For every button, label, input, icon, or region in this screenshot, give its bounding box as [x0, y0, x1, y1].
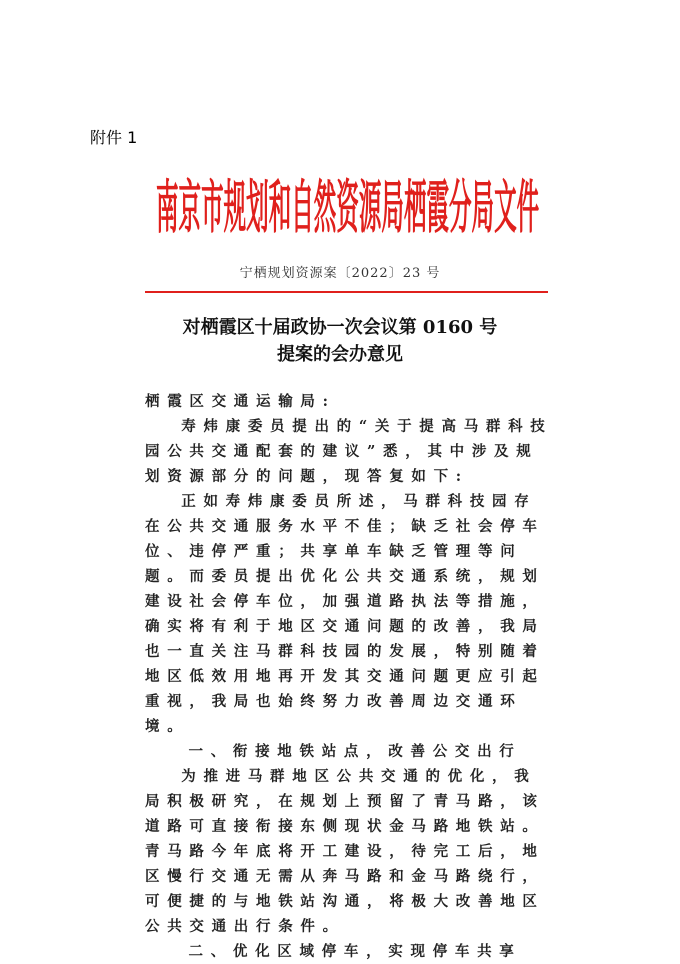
letterhead [156, 173, 680, 248]
paragraph: 为推进马群地区公共交通的优化，我局积极研究，在规划上预留了青马路，该道路可直接衔接东侧现状金马路地铁站。青马路今年底将开工建设，待完工后，地区慢行交通无需从奔马路和金马路绕行，可便捷的与地铁站沟通，将极大改善地区公共交通出行条件。 [145, 768, 545, 935]
paragraph: 正如寿炜康委员所述，马群科技园存在公共交通服务水平不佳；缺乏社会停车位、违停严重；共享单车缺乏管理等问题。而委员提出优化公共交通系统，规划建设社会停车位，加强道路执法等措施，确实将有利于地区交通问题的改善，我局也一直关注马群科技园的发展，特别随着地区低效用地再开发其交通问题更应引起重视，我局也始终努力改善周边交通环境。 [145, 493, 545, 735]
section-heading: 一、衔接地铁站点，改善公交出行 [188, 743, 522, 760]
section-heading: 二、优化区域停车，实现停车共享 [188, 943, 522, 960]
document-title-line1: 对栖霞区十届政协一次会议第 0160 号 [182, 317, 498, 338]
attachment-label: 附件 1 [90, 128, 138, 147]
paragraph: 寿炜康委员提出的“关于提高马群科技园公共交通配套的建议”悉，其中涉及规划资源部分的问题，现答复如下: [145, 418, 553, 485]
red-divider [145, 291, 548, 293]
document-body [145, 389, 555, 964]
letterhead-text: 南京市规划和自然资源局栖霞分局文件 [156, 173, 540, 241]
document-number: 宁栖规划资源案〔2022〕23 号 [239, 266, 441, 281]
document-title-line2: 提案的会办意见 [277, 344, 403, 365]
addressee: 栖霞区交通运输局: [145, 393, 336, 410]
